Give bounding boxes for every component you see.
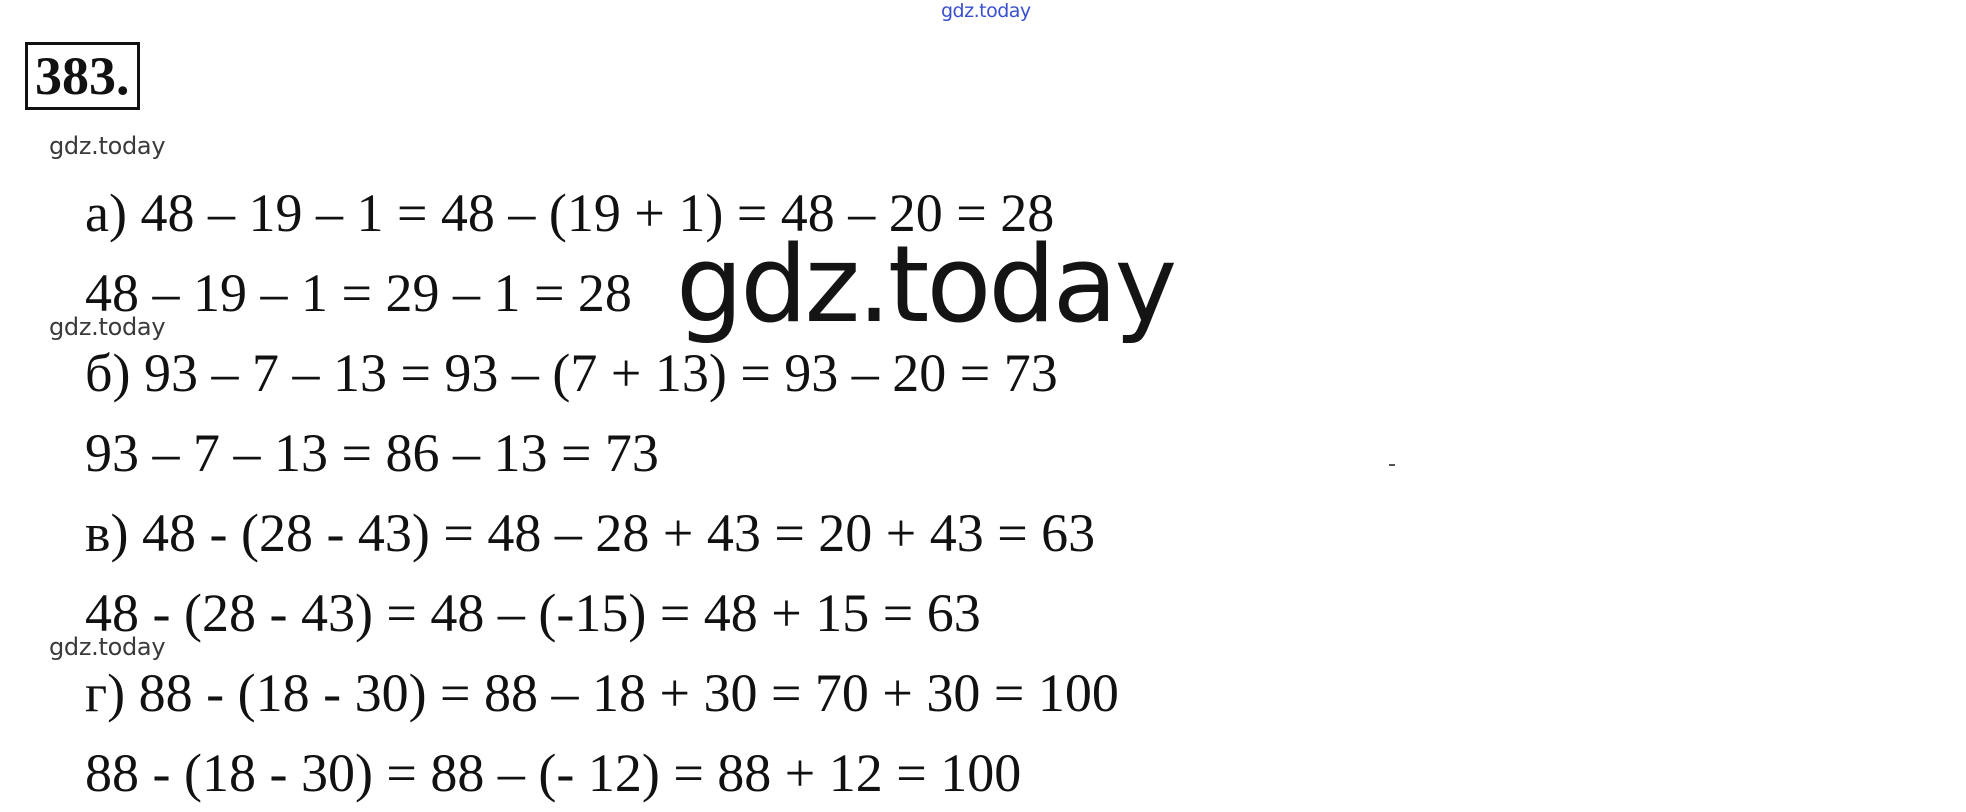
solution-line-b-2: 93 – 7 – 13 = 86 – 13 = 73: [85, 423, 659, 483]
solution-line-g-2: 88 - (18 - 30) = 88 – (- 12) = 88 + 12 = 100: [85, 743, 1022, 803]
solution-line-v-2: 48 - (28 - 43) = 48 – (-15) = 48 + 15 = 63: [85, 583, 981, 643]
solution-line-v-1: в) 48 - (28 - 43) = 48 – 28 + 43 = 20 + 43 = 63: [85, 503, 1096, 563]
solution-line-a-2: 48 – 19 – 1 = 29 – 1 = 28: [85, 263, 632, 323]
problem-number: 383.: [25, 42, 140, 110]
watermark-small: gdz.today: [49, 313, 166, 341]
solution-line-g-1: г) 88 - (18 - 30) = 88 – 18 + 30 = 70 + 30 = 100: [85, 663, 1119, 723]
watermark-small: gdz.today: [49, 633, 166, 661]
watermark-top: gdz.today: [941, 0, 1031, 22]
watermark-large: gdz.today: [676, 223, 1175, 346]
stray-mark: [1389, 464, 1395, 466]
watermark-small: gdz.today: [49, 132, 166, 160]
solution-line-b-1: б) 93 – 7 – 13 = 93 – (7 + 13) = 93 – 20 = 73: [85, 343, 1058, 403]
solution-line-a-1: а) 48 – 19 – 1 = 48 – (19 + 1) = 48 – 20 = 28: [85, 183, 1055, 243]
